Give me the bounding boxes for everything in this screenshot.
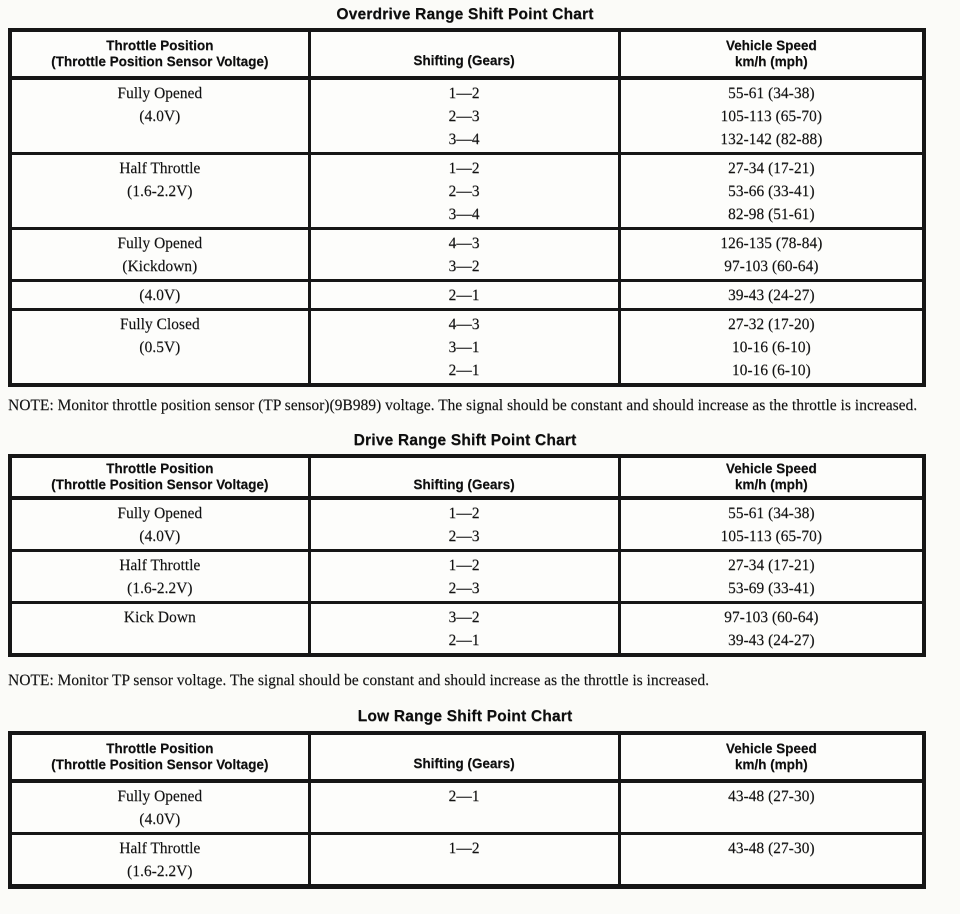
throttle-position-header-line1: Throttle Position	[106, 38, 214, 53]
cell-line: 53-66 (33-41)	[727, 183, 815, 200]
header-row	[10, 30, 924, 78]
vehicle-speed-header	[619, 30, 924, 78]
shifting-gears-cell	[309, 781, 619, 834]
cell-line: 3—2	[448, 609, 480, 626]
cell-line: 2—3	[448, 108, 480, 125]
table-row	[10, 603, 924, 656]
drive-range-section	[8, 431, 960, 691]
throttle-position-cell	[10, 781, 309, 834]
shifting-gears-cell	[309, 603, 619, 656]
header-row	[10, 733, 924, 781]
cell-line: Fully Opened	[117, 788, 203, 805]
table-row	[10, 78, 924, 154]
cell-line: (1.6-2.2V)	[127, 183, 193, 200]
throttle-position-header-line1: Throttle Position	[106, 461, 214, 476]
cell-line: (1.6-2.2V)	[127, 863, 193, 880]
vehicle-speed-cell	[619, 551, 924, 603]
cell-line: 132-142 (82-88)	[720, 131, 823, 148]
overdrive-shift-table	[8, 28, 926, 387]
vehicle-speed-cell	[619, 498, 924, 551]
throttle-position-header-line2: (Throttle Position Sensor Voltage)	[51, 757, 269, 772]
table-row	[10, 281, 924, 310]
header-row	[10, 456, 924, 498]
cell-line: 2—1	[448, 788, 480, 805]
cell-line: 2—1	[448, 632, 480, 649]
cell-line: 55-61 (34-38)	[727, 505, 815, 522]
cell-line: 97-103 (60-64)	[724, 609, 819, 626]
shifting-gears-cell	[309, 229, 619, 281]
table-row	[10, 154, 924, 229]
cell-line: 105-113 (65-70)	[720, 108, 822, 125]
cell-line: 1—2	[448, 557, 480, 574]
cell-line: 2—3	[448, 580, 480, 597]
shifting-gears-header: Shifting (Gears)	[309, 733, 619, 781]
shifting-gears-header: Shifting (Gears)	[309, 456, 619, 498]
cell-line: Half Throttle	[119, 840, 201, 857]
vehicle-speed-cell	[619, 834, 924, 887]
cell-line: 3—1	[448, 339, 480, 356]
throttle-position-cell	[10, 498, 309, 551]
cell-line: Fully Closed	[119, 316, 200, 333]
table-row	[10, 310, 924, 386]
cell-line: Half Throttle	[119, 557, 201, 574]
cell-line: (1.6-2.2V)	[127, 580, 193, 597]
vehicle-speed-cell	[619, 310, 924, 386]
throttle-position-cell	[10, 154, 309, 229]
shifting-gears-cell	[309, 281, 619, 310]
shifting-gears-cell	[309, 551, 619, 603]
throttle-position-header	[10, 733, 309, 781]
throttle-position-cell	[10, 551, 309, 603]
cell-line: 27-34 (17-21)	[727, 160, 815, 177]
cell-line: 4—3	[448, 316, 480, 333]
low-range-section	[8, 707, 960, 889]
drive-note: NOTE: Monitor TP sensor voltage. The signal should be constant and should increase as the throttle is increased.	[8, 672, 709, 689]
cell-line: 43-48 (27-30)	[727, 788, 815, 805]
vehicle-speed-header	[619, 456, 924, 498]
cell-line: Fully Opened	[117, 235, 203, 252]
vehicle-speed-cell	[619, 603, 924, 656]
cell-line: 2—1	[448, 362, 480, 379]
throttle-position-header	[10, 456, 309, 498]
cell-line: 39-43 (24-27)	[727, 632, 815, 649]
overdrive-range-title: Overdrive Range Shift Point Chart	[336, 6, 594, 23]
vehicle-speed-cell	[619, 154, 924, 229]
cell-line: (4.0V)	[139, 811, 181, 828]
cell-line: (4.0V)	[139, 108, 181, 125]
cell-line: 4—3	[448, 235, 480, 252]
cell-line: 3—4	[448, 131, 480, 148]
cell-line: 1—2	[448, 85, 480, 102]
overdrive-range-section	[8, 5, 960, 416]
shifting-gears-cell	[309, 78, 619, 154]
cell-line: 2—3	[448, 183, 480, 200]
cell-line: 53-69 (33-41)	[727, 580, 815, 597]
cell-line: 3—4	[448, 206, 480, 223]
table-row	[10, 781, 924, 834]
cell-line: Fully Opened	[117, 505, 203, 522]
cell-line: 1—2	[448, 505, 480, 522]
cell-line: 105-113 (65-70)	[720, 528, 822, 545]
shifting-gears-cell	[309, 498, 619, 551]
cell-line: 55-61 (34-38)	[727, 85, 815, 102]
vehicle-speed-header-line1: Vehicle Speed	[725, 38, 817, 53]
shifting-gears-cell	[309, 154, 619, 229]
vehicle-speed-cell	[619, 229, 924, 281]
throttle-position-header-line2: (Throttle Position Sensor Voltage)	[51, 477, 269, 492]
throttle-position-cell	[10, 281, 309, 310]
cell-line: 2—1	[448, 287, 480, 304]
throttle-position-cell	[10, 310, 309, 386]
cell-line: Kick Down	[123, 609, 196, 626]
table-row	[10, 834, 924, 887]
vehicle-speed-header-line1: Vehicle Speed	[725, 461, 817, 476]
cell-line: (4.0V)	[139, 528, 181, 545]
cell-line: 3—2	[448, 258, 480, 275]
low-range-title: Low Range Shift Point Chart	[357, 708, 573, 725]
table-row	[10, 229, 924, 281]
cell-line: 126-135 (78-84)	[720, 235, 823, 252]
throttle-position-header-line1: Throttle Position	[106, 741, 214, 756]
vehicle-speed-cell	[619, 281, 924, 310]
low-shift-table	[8, 731, 926, 889]
cell-line: 27-32 (17-20)	[727, 316, 815, 333]
cell-line: 10-16 (6-10)	[731, 362, 811, 379]
vehicle-speed-header-line1: Vehicle Speed	[725, 741, 817, 756]
drive-shift-table	[8, 454, 926, 657]
shifting-gears-cell	[309, 834, 619, 887]
vehicle-speed-cell	[619, 781, 924, 834]
cell-line: 97-103 (60-64)	[724, 258, 819, 275]
cell-line: Fully Opened	[117, 85, 203, 102]
table-row	[10, 498, 924, 551]
vehicle-speed-header-line2: km/h (mph)	[734, 477, 808, 492]
cell-line: 82-98 (51-61)	[727, 206, 815, 223]
overdrive-note: NOTE: Monitor throttle position sensor (TP sensor)(9B989) voltage. The signal should be constant and should increase as the throttle is increased.	[8, 397, 918, 414]
cell-line: 2—3	[448, 528, 480, 545]
throttle-position-header	[10, 30, 309, 78]
cell-line: 39-43 (24-27)	[727, 287, 815, 304]
table-row	[10, 551, 924, 603]
cell-line: (4.0V)	[139, 287, 181, 304]
cell-line: 1—2	[448, 840, 480, 857]
vehicle-speed-header-line2: km/h (mph)	[734, 54, 808, 69]
cell-line: Half Throttle	[119, 160, 201, 177]
shifting-gears-cell	[309, 310, 619, 386]
throttle-position-cell	[10, 78, 309, 154]
cell-line: 1—2	[448, 160, 480, 177]
throttle-position-cell	[10, 834, 309, 887]
cell-line: 43-48 (27-30)	[727, 840, 815, 857]
drive-range-title: Drive Range Shift Point Chart	[353, 432, 577, 449]
throttle-position-header-line2: (Throttle Position Sensor Voltage)	[51, 54, 269, 69]
vehicle-speed-header-line2: km/h (mph)	[734, 757, 808, 772]
shifting-gears-header: Shifting (Gears)	[309, 30, 619, 78]
vehicle-speed-header	[619, 733, 924, 781]
cell-line: (0.5V)	[139, 339, 181, 356]
cell-line: 27-34 (17-21)	[727, 557, 815, 574]
cell-line: (Kickdown)	[122, 258, 198, 275]
throttle-position-cell	[10, 229, 309, 281]
cell-line: 10-16 (6-10)	[731, 339, 811, 356]
vehicle-speed-cell	[619, 78, 924, 154]
throttle-position-cell	[10, 603, 309, 656]
